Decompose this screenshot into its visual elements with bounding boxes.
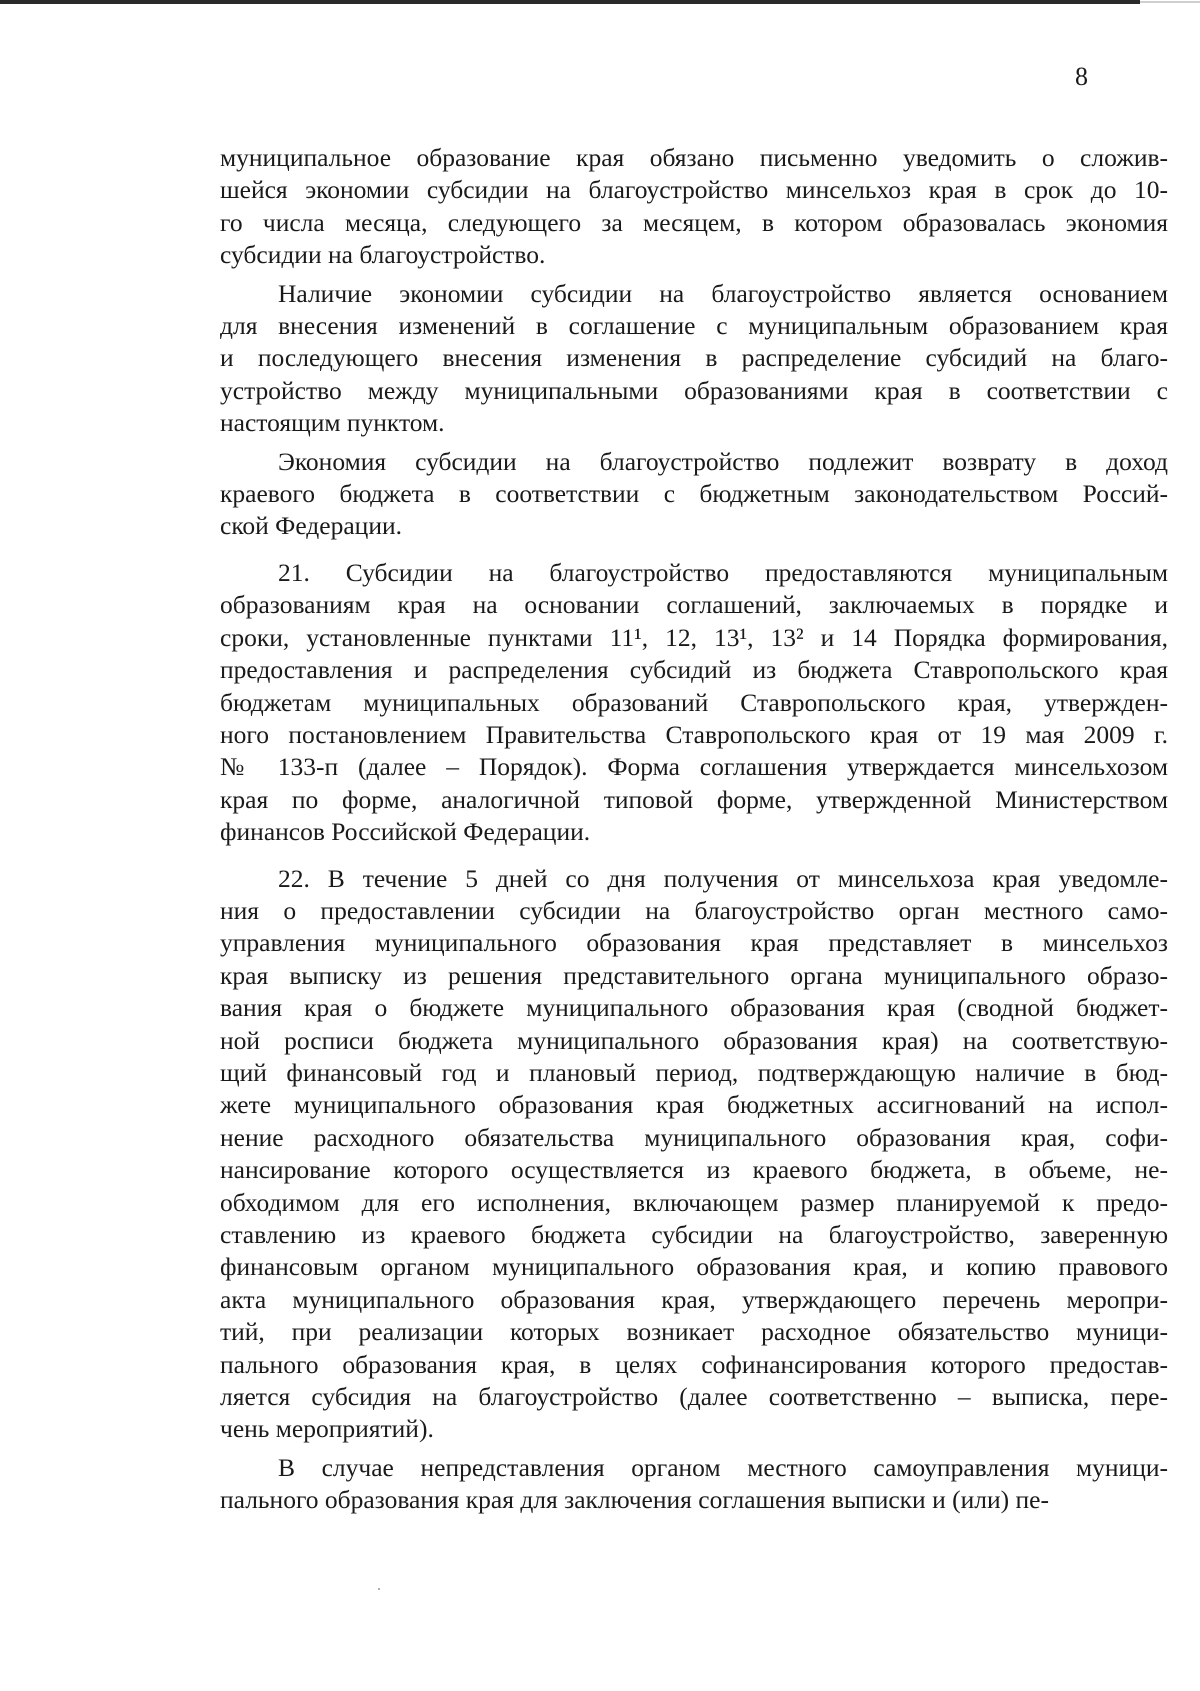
text-line: го числа месяца, следующего за месяцем, в котором образовалась экономия	[220, 207, 1168, 237]
text-line: ния о предоставлении субсидии на благоустройство орган местного само-	[220, 895, 1168, 925]
paragraph-gap	[220, 849, 1168, 863]
text-line: устройство между муниципальными образованиями края в соответствии с	[220, 375, 1168, 405]
text-line: пального образования края, в целях софинансирования которого предостав-	[220, 1349, 1168, 1379]
text-line: бюджетам муниципальных образований Ставропольского края, утвержден-	[220, 687, 1168, 717]
paragraph-p5	[220, 863, 1168, 1446]
paragraph-p2	[220, 278, 1168, 440]
text-line: вания края о бюджете муниципального образования края (сводной бюджет-	[220, 993, 1168, 1023]
text-line: тий, при реализации которых возникает расходное обязательство муници-	[220, 1317, 1168, 1347]
document-body	[220, 142, 1168, 1517]
text-line: ставлению из краевого бюджета субсидии на благоустройство, заверенную	[220, 1220, 1168, 1249]
text-line: образованиям края на основании соглашений, заключаемых в порядке и	[220, 590, 1168, 620]
scan-top-border	[0, 0, 1140, 4]
paragraph-p4	[220, 557, 1168, 849]
text-line: ской Федерации.	[220, 511, 402, 541]
paragraph-p6	[220, 1452, 1168, 1517]
text-line: ной росписи бюджета муниципального образования края) на соответствую-	[220, 1025, 1168, 1055]
text-line: субсидии на благоустройство.	[220, 240, 546, 270]
text-line: акта муниципального образования края, утверждающего перечень меропри-	[220, 1284, 1168, 1314]
text-line: шейся экономии субсидии на благоустройство минсельхоз края в срок до 10-	[220, 175, 1168, 205]
text-line: предоставления и распределения субсидий из бюджета Ставропольского края	[220, 655, 1168, 685]
text-line: щий финансовый год и плановый период, подтверждающую наличие в бюд-	[220, 1057, 1168, 1087]
text-line: пального образования края для заключения соглашения выписки и (или) пе-	[220, 1485, 1049, 1515]
text-line: края выписку из решения представительного органа муниципального образо-	[220, 960, 1168, 990]
text-line: Экономия субсидии на благоустройство подлежит возврату в доход	[278, 446, 1168, 476]
text-line: нансирование которого осуществляется из краевого бюджета, в объеме, не-	[220, 1155, 1168, 1185]
text-line: финансов Российской Федерации.	[220, 817, 591, 847]
text-line: № 133-п (далее – Порядок). Форма соглашения утверждается минсельхозом	[220, 752, 1168, 782]
text-line: управления муниципального образования края представляет в минсельхоз	[220, 928, 1168, 958]
scan-speck	[378, 1588, 380, 1590]
text-line: чень мероприятий).	[220, 1414, 434, 1444]
text-line: жете муниципального образования края бюджетных ассигнований на испол-	[220, 1090, 1168, 1120]
text-line: сроки, установленные пунктами 11¹, 12, 13¹, 13² и 14 Порядка формирования,	[220, 622, 1168, 652]
paragraph-p3	[220, 446, 1168, 543]
text-line: 22. В течение 5 дней со дня получения от минсельхоза края уведомле-	[278, 863, 1168, 893]
text-line: муниципальное образование края обязано письменно уведомить о сложив-	[220, 143, 1168, 172]
page-number: 8	[1075, 62, 1088, 91]
text-line: нение расходного обязательства муниципального образования края, софи-	[220, 1122, 1168, 1152]
text-line: ляется субсидия на благоустройство (далее соответственно – выписка, пере-	[220, 1382, 1168, 1412]
text-line: 21. Субсидии на благоустройство предоставляются муниципальным	[278, 557, 1168, 587]
text-line: ного постановлением Правительства Ставропольского края от 19 мая 2009 г.	[220, 719, 1168, 749]
text-line: настоящим пунктом.	[220, 408, 445, 438]
text-line: В случае непредставления органом местного самоуправления муници-	[278, 1452, 1168, 1482]
text-line: обходимом для его исполнения, включающем размер планируемой к предо-	[220, 1187, 1168, 1217]
scan-top-border-faint	[1140, 1, 1200, 3]
text-line: для внесения изменений в соглашение с муниципальным образованием края	[220, 311, 1168, 341]
text-line: финансовым органом муниципального образования края, и копию правового	[220, 1252, 1168, 1282]
text-line: края по форме, аналогичной типовой форме, утвержденной Министерством	[220, 784, 1168, 814]
text-line: Наличие экономии субсидии на благоустройство является основанием	[278, 278, 1168, 308]
paragraph-p1	[220, 142, 1168, 272]
text-line: краевого бюджета в соответствии с бюджетным законодательством Россий-	[220, 479, 1168, 509]
text-line: и последующего внесения изменения в распределение субсидий на благо-	[220, 343, 1168, 373]
paragraph-gap	[220, 543, 1168, 557]
